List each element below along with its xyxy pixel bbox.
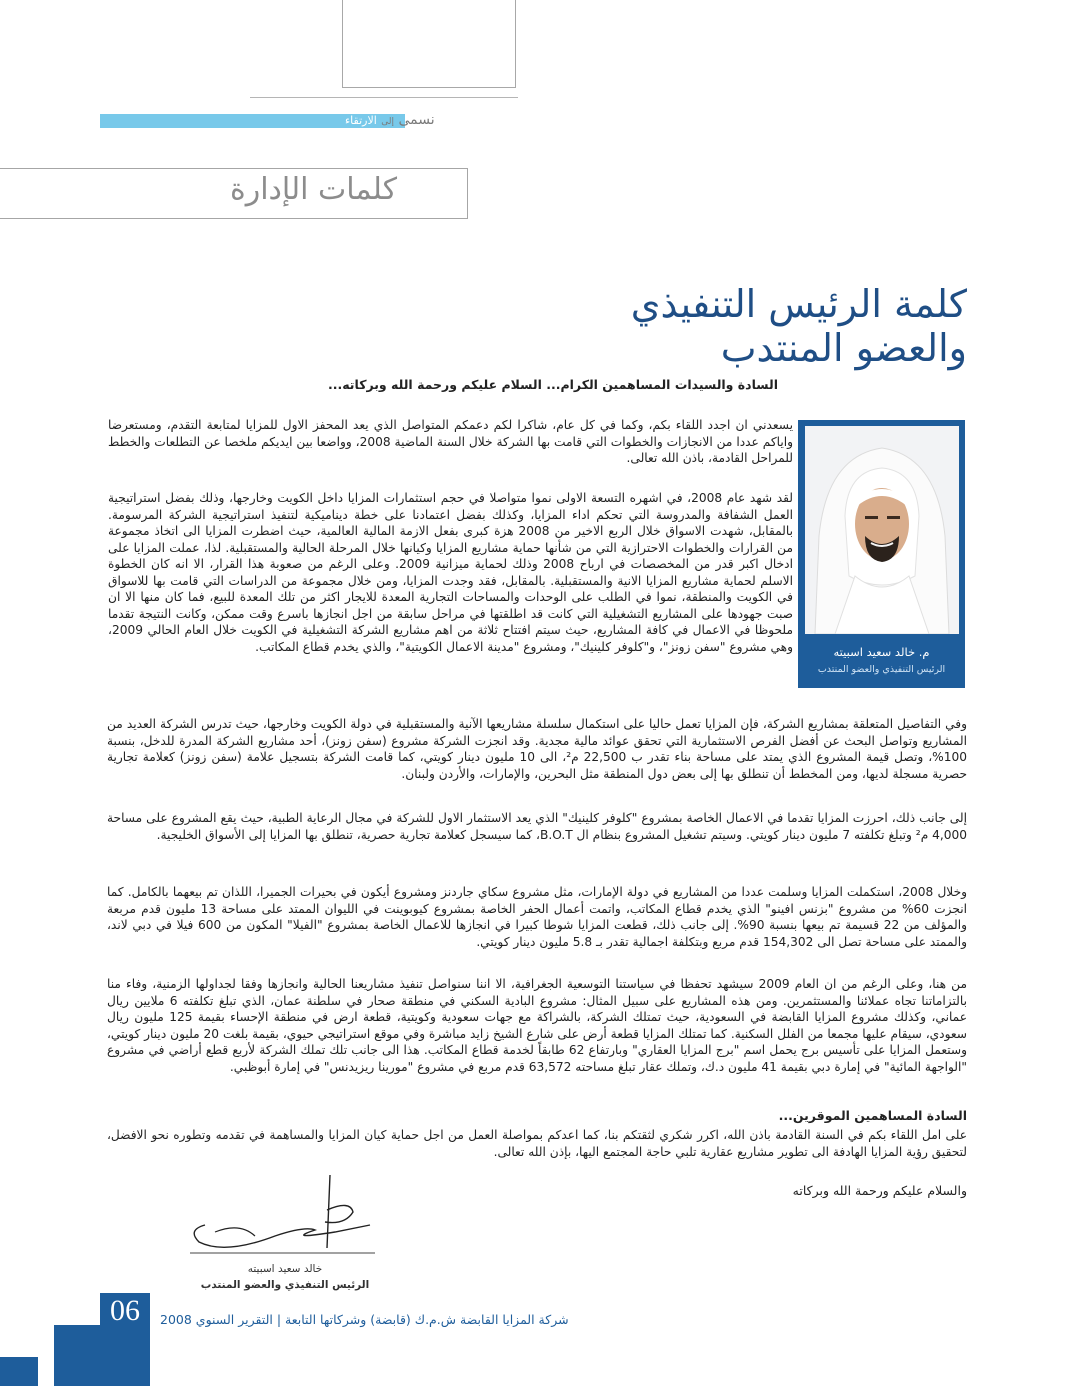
tagline-main: نسمى — [398, 112, 435, 128]
handwritten-signature — [185, 1170, 380, 1265]
photo-caption-role: الرئيس التنفيذي والعضو المنتدب — [817, 664, 946, 675]
closing-salutation: والسلام عليكم ورحمة الله وبركاته — [792, 1183, 967, 1198]
footer-decor-square — [54, 1325, 100, 1386]
paragraph-3: وفي التفاصيل المتعلقة بمشاريع الشركة، فإن المزايا تعمل حاليا على استكمال سلسلة مشاريعها الآنية والمستقبلية في دولة الكويت وخارجها، حيث تدرس الشركة العديد من المشاريع وتواصل البحث عن أفضل الفرص الاستثمارية التي تحقق عوائد مالية مجدية. وقد انجزت الشركة مشروع (سفن زونز)، أحد مشاريع الشركة المدرة للدخل، بنسبة 100%، وتصل قيمة المشروع الذي يمتد على مساحة بناء تقدر ب 22,500 م²، الى 10 مليون دينار كويتي، كما قامت الشركة بتسجيل علامة (سفن زونز) كعلامة تجارية حصرية مسجلة لديها، ومن المخطط أن تنطلق بها إلى بعض دول المنطقة مثل البحرين، والإمارات، والأردن ولبنان. — [107, 717, 968, 781]
portrait-illustration — [805, 426, 959, 634]
paragraph-5: وخلال 2008، استكملت المزايا وسلمت عددا من المشاريع في دولة الإمارات، مثل مشروع سكاي جاردنز ومشروع أيكون في بحيرات الجميرا، اللذان تم بيعهما بالكامل. كما انجزت 60% من مشروع "بزنس افينو" الذي يخدم قطاع المكاتب، واتمت أعمال الحفر الخاصة بمشروع كيوبوينت في الليوان الممتد على مساحة 13 مليون قدم مربعة والمؤلف من 22 قسيمة تم بيعها بنسبة 90%. إلى جانب ذلك، قطعت المزايا شوطا كبيرا في انجازها للاعمال الخاصة بمشروع "الفيلا" المكون من 600 فيلا في دبي لاند، والممتد على مساحة تصل الى 154,302 قدم مربع وبتكلفة اجمالية تقدر بـ 5.8 مليون دينار كويتي. — [107, 885, 968, 949]
portrait-photo — [805, 426, 959, 634]
article-title-line1: كلمة الرئيس التنفيذي — [630, 282, 967, 326]
footer-decor-square-small — [0, 1357, 38, 1386]
signature-role: الرئيس التنفيذي والعضو المنتدب — [200, 1279, 370, 1291]
paragraph-2: لقد شهد عام 2008، في اشهره التسعة الاولى نموا متواصلا في حجم استثمارات المزايا داخل الكويت وخارجها، وذلك بفضل استراتيجية العمل الشفافة والمدروسة التي تحكم اداء المزايا، وكذلك بفضل اعتمادنا على خطة ديناميكية لتنفيذ استراتيجية الشركة المرسومة. بالمقابل، شهدت الاسواق خلال الربع الاخير من 2008 هزة كبرى بفعل الازمة المالية العالمية، حيث اضطرت المزايا الى اتخاذ مجموعة من القرارات والخطوات الاحترازية التي من شأنها حماية مشاريع المزايا وكيانها خلال المرحلة الحالية والمستقبلية. لذا، عملت المزايا على ادخال اكبر قدر من المخصصات في ارباح 2008 وذلك لحماية ميزانية 2009. وعلى الرغم من صعوبة هذا القرار، الا انه كان الخطوة الاسلم لحماية مشاريع المزايا الانية والمستقبلية. بالمقابل، فقد وجدت المزايا، ومن خلال مجموعة من الدراسات التي قامت بها للاسواق في الكويت والمنطقة، نموا في الطلب على الوحدات والمساحات التجارية المعدة للايجار اكثر من تلك المعدة للبيع، فما كان منها الا ان صبت جهودها على المشاريع التشغيلية التي كانت قد اطلقتها في مراحل سابقة من اجل انجازها باسرع وقت ممكن، وكانت النتيجة تقدما ملحوظا في الاعمال في كافة المشاريع، حيث سيتم افتتاح ثلاثة من اهم مشاريع الشركة التشغيلية في الكويت خلال العام الحالي 2009، وهي مشروع "سفن زونز"، و"كلوفر كلينيك"، ومشروع "مدينة الاعمال الكويتية"، والذي يخدم قطاع المكاتب. — [108, 491, 793, 654]
signature-name: خالد سعيد اسبيته — [247, 1263, 323, 1275]
article-title-line2: والعضو المنتدب — [720, 326, 967, 370]
paragraph-6: من هنا، وعلى الرغم من ان العام 2009 سيشهد تحفظا في سياستنا التوسعية الجغرافية، الا اننا سنواصل تنفيذ مشاريعنا الحالية وانجازها وفقا لجداولها الزمنية، وفاء منا بالتزاماتنا تجاه عملائنا والمستثمرين. ومن هذه المشاريع على سبيل المثال: مشروع البادية السكني في منطقة صحار في سلطنة عمان، الذي تبلغ تكلفته 6 ملايين ريال عماني، وكذلك مشروع المزايا القابضة في السعودية، حيث تمتلك الشركة، بالشراكة مع جهات سعودية وكويتية، قطعة ارض في منطقة الإحساء بقيمة 125 مليون ريال سعودي، سيقام عليها مجمعا من الفلل السكنية. كما تمتلك المزايا قطعة أرض على شارع الشيخ زايد مباشرة وفي موقع استراتيجي حيوي، بقيمة بلغت 20 مليون دينار كويتي، وستعمل المزايا على تأسيس برج يحمل اسم "برج المزايا العقاري" وبارتفاع 62 طابقاً لخدمة قطاع المكاتب. هذا الى جانب تلك تملك الشركة لأربع قطع أراضي في مشروع "الواجهة المائية" في إمارة دبي بقيمة 41 مليون د.ك، وتملك عقار تبلغ مساحته 63,572 قدم مربع في مشروع "مورينا ريزيدنس" في إمارة أبوظبي. — [107, 977, 967, 1074]
article-title — [467, 282, 967, 370]
final-paragraph: على امل اللقاء بكم في السنة القادمة باذن الله، اكرر شكري لثقتكم بنا، كما اعدكم بمواصلة العمل من اجل حماية كيان المزايا والمساهمة في تقدمه وتطوره نحو الافضل، لتحقيق رؤية المزايا الهادفة الى تطوير مشاريع عقارية تلبي حاجة المجتمع اليها، بإذن الله تعالى. — [107, 1128, 967, 1159]
page-number: 06 — [110, 1294, 140, 1327]
paragraph-1: يسعدني ان اجدد اللقاء بكم، وكما في كل عام، شاكرا لكم دعمكم المتواصل الذي يعد المحفز الاول للمزايا لمتابعة التقدم، ومستعرضا واياكم عددا من الانجازات والخطوات التي قامت بها الشركة خلال السنة الماضية 2008، وواضعا بين ايديكم ملخصا عن التطلعات والخطط للمراحل القادمة، باذن الله تعالى. — [108, 418, 793, 465]
top-frame-line — [250, 97, 518, 98]
tagline-small: إلى — [381, 117, 394, 127]
footer-text: شركة المزايا القابضة ش.م.ك (قابضة) وشركاتها التابعة | التقرير السنوي 2008 — [160, 1312, 569, 1327]
greeting: السادة والسيدات المساهمين الكرام... السلام عليكم ورحمة الله وبركاته... — [327, 377, 778, 392]
subheading: السادة المساهمين الموقرين... — [778, 1108, 967, 1123]
paragraph-4: إلى جانب ذلك، احرزت المزايا تقدما في الاعمال الخاصة بمشروع "كلوفر كلينيك" الذي يعد الاستثمار الاول للشركة في مجال الرعاية الطبية، حيث يقع المشروع على مساحة 4,000 م² وتبلغ تكلفته 7 مليون دينار كويتي. وسيتم تشغيل المشروع بنظام ال B.O.T، كما سيسجل كعلامة تجارية حصرية، تنطلق بها المزايا إلى الأسواق الخليجية. — [107, 811, 967, 842]
section-title: كلمات الإدارة — [230, 172, 397, 207]
top-frame — [342, 0, 516, 88]
tagline — [345, 112, 435, 128]
tagline-highlight: الارتقاء — [345, 114, 377, 127]
photo-caption-name: م. خالد سعيد اسبيته — [833, 645, 930, 659]
